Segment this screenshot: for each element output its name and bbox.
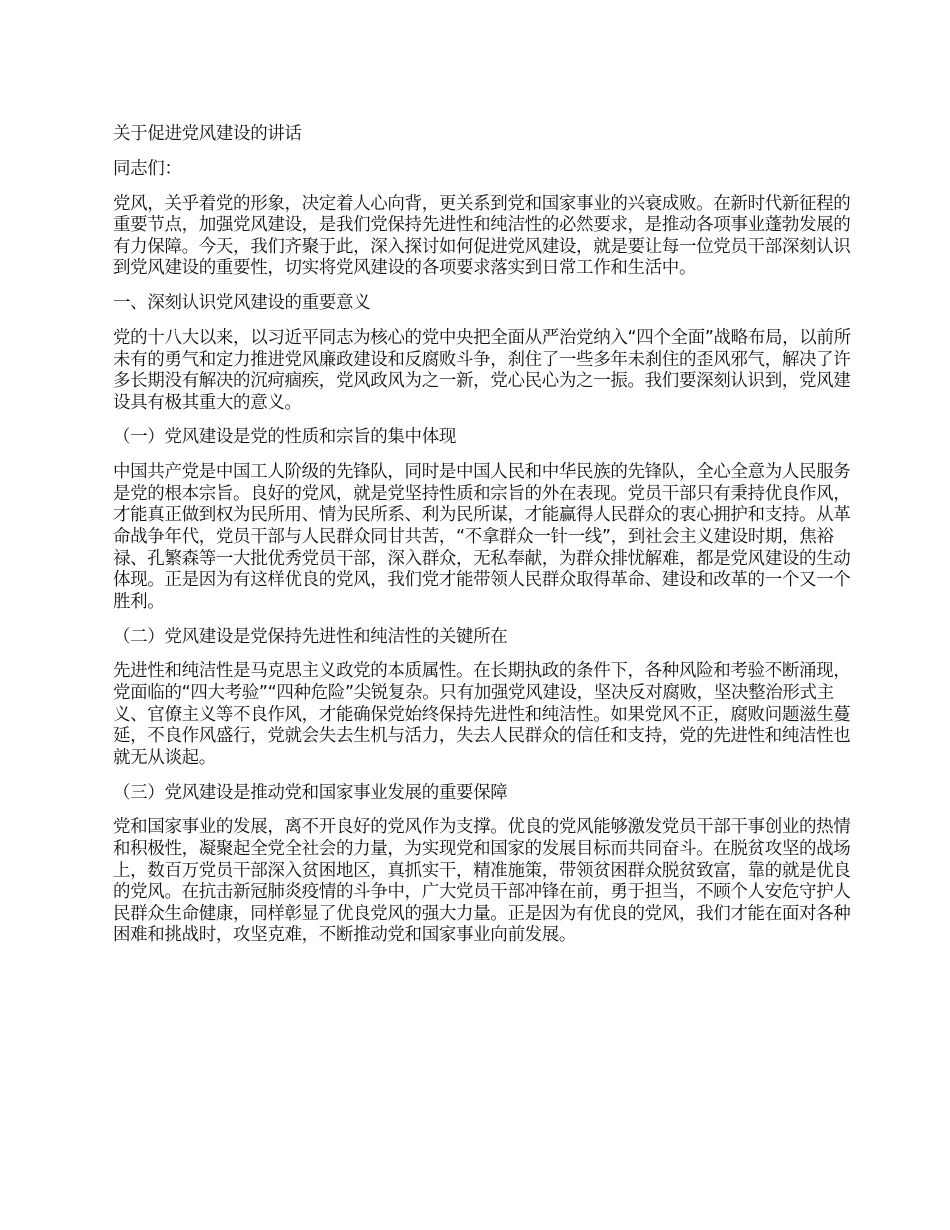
subsection-paragraph: 先进性和纯洁性是马克思主义政党的本质属性。在长期执政的条件下，各种风险和考验不断涌现，党面临的“四大考验”“四种危险”尖锐复杂。只有加强党风建设，坚决反对腐败，坚决整治形式主义、官僚主义等不良作风，才能确保党始终保持先进性和纯洁性。如果党风不正，腐败问题滋生蔓延，不良作风盛行，党就会失去生机与活力，失去人民群众的信任和支持，党的先进性和纯洁性也就无从谈起。 [113, 661, 851, 768]
subsection-paragraph: 中国共产党是中国工人阶级的先锋队，同时是中国人民和中华民族的先锋队，全心全意为人民服务是党的根本宗旨。良好的党风，就是党坚持性质和宗旨的外在表现。党员干部只有秉持优良作风，才能真正做到权为民所用、情为民所系、利为民所谋，才能赢得人民群众的衷心拥护和支持。从革命战争年代，党员干部与人民群众同甘共苦，“不拿群众一针一线”，到社会主义建设时期，焦裕禄、孔繁森等一大批优秀党员干部，深入群众，无私奉献，为群众排忧解难，都是党风建设的生动体现。正是因为有这样优良的党风，我们党才能带领人民群众取得革命、建设和改革的一个又一个胜利。 [113, 462, 851, 612]
subsection-heading: （二）党风建设是党保持先进性和纯洁性的关键所在 [113, 626, 508, 647]
intro-paragraph: 党风，关乎着党的形象，决定着人心向背，更关系到党和国家事业的兴衰成败。在新时代新征程的重要节点，加强党风建设，是我们党保持先进性和纯洁性的必然要求，是推动各项事业蓬勃发展的有力保障。今天，我们齐聚于此，深入探讨如何促进党风建设，就是要让每一位党员干部深刻认识到党风建设的重要性，切实将党风建设的各项要求落实到日常工作和生活中。 [113, 193, 851, 279]
greeting: 同志们： [113, 158, 182, 179]
subsection-paragraph: 党和国家事业的发展，离不开良好的党风作为支撑。优良的党风能够激发党员干部干事创业的热情和积极性，凝聚起全党全社会的力量，为实现党和国家的发展目标而共同奋斗。在脱贫攻坚的战场上，数百万党员干部深入贫困地区，真抓实干，精准施策，带领贫困群众脱贫致富，靠的就是优良的党风。在抗击新冠肺炎疫情的斗争中，广大党员干部冲锋在前，勇于担当，不顾个人安危守护人民群众生命健康，同样彰显了优良党风的强大力量。正是因为有优良的党风，我们才能在面对各种困难和挑战时，攻坚克难，不断推动党和国家事业向前发展。 [113, 817, 851, 946]
subsection-heading: （一）党风建设是党的性质和宗旨的集中体现 [113, 427, 456, 448]
section-paragraph: 党的十八大以来，以习近平同志为核心的党中央把全面从严治党纳入“四个全面”战略布局，以前所未有的勇气和定力推进党风廉政建设和反腐败斗争，刹住了一些多年未刹住的歪风邪气，解决了许多长期没有解决的沉疴痼疾，党风政风为之一新，党心民心为之一振。我们要深刻认识到，党风建设具有极其重大的意义。 [113, 327, 851, 413]
section-heading: 一、深刻认识党风建设的重要意义 [113, 293, 371, 314]
document-title: 关于促进党风建设的讲话 [113, 124, 302, 144]
subsection-heading: （三）党风建设是推动党和国家事业发展的重要保障 [113, 782, 508, 803]
document-page [113, 124, 853, 960]
